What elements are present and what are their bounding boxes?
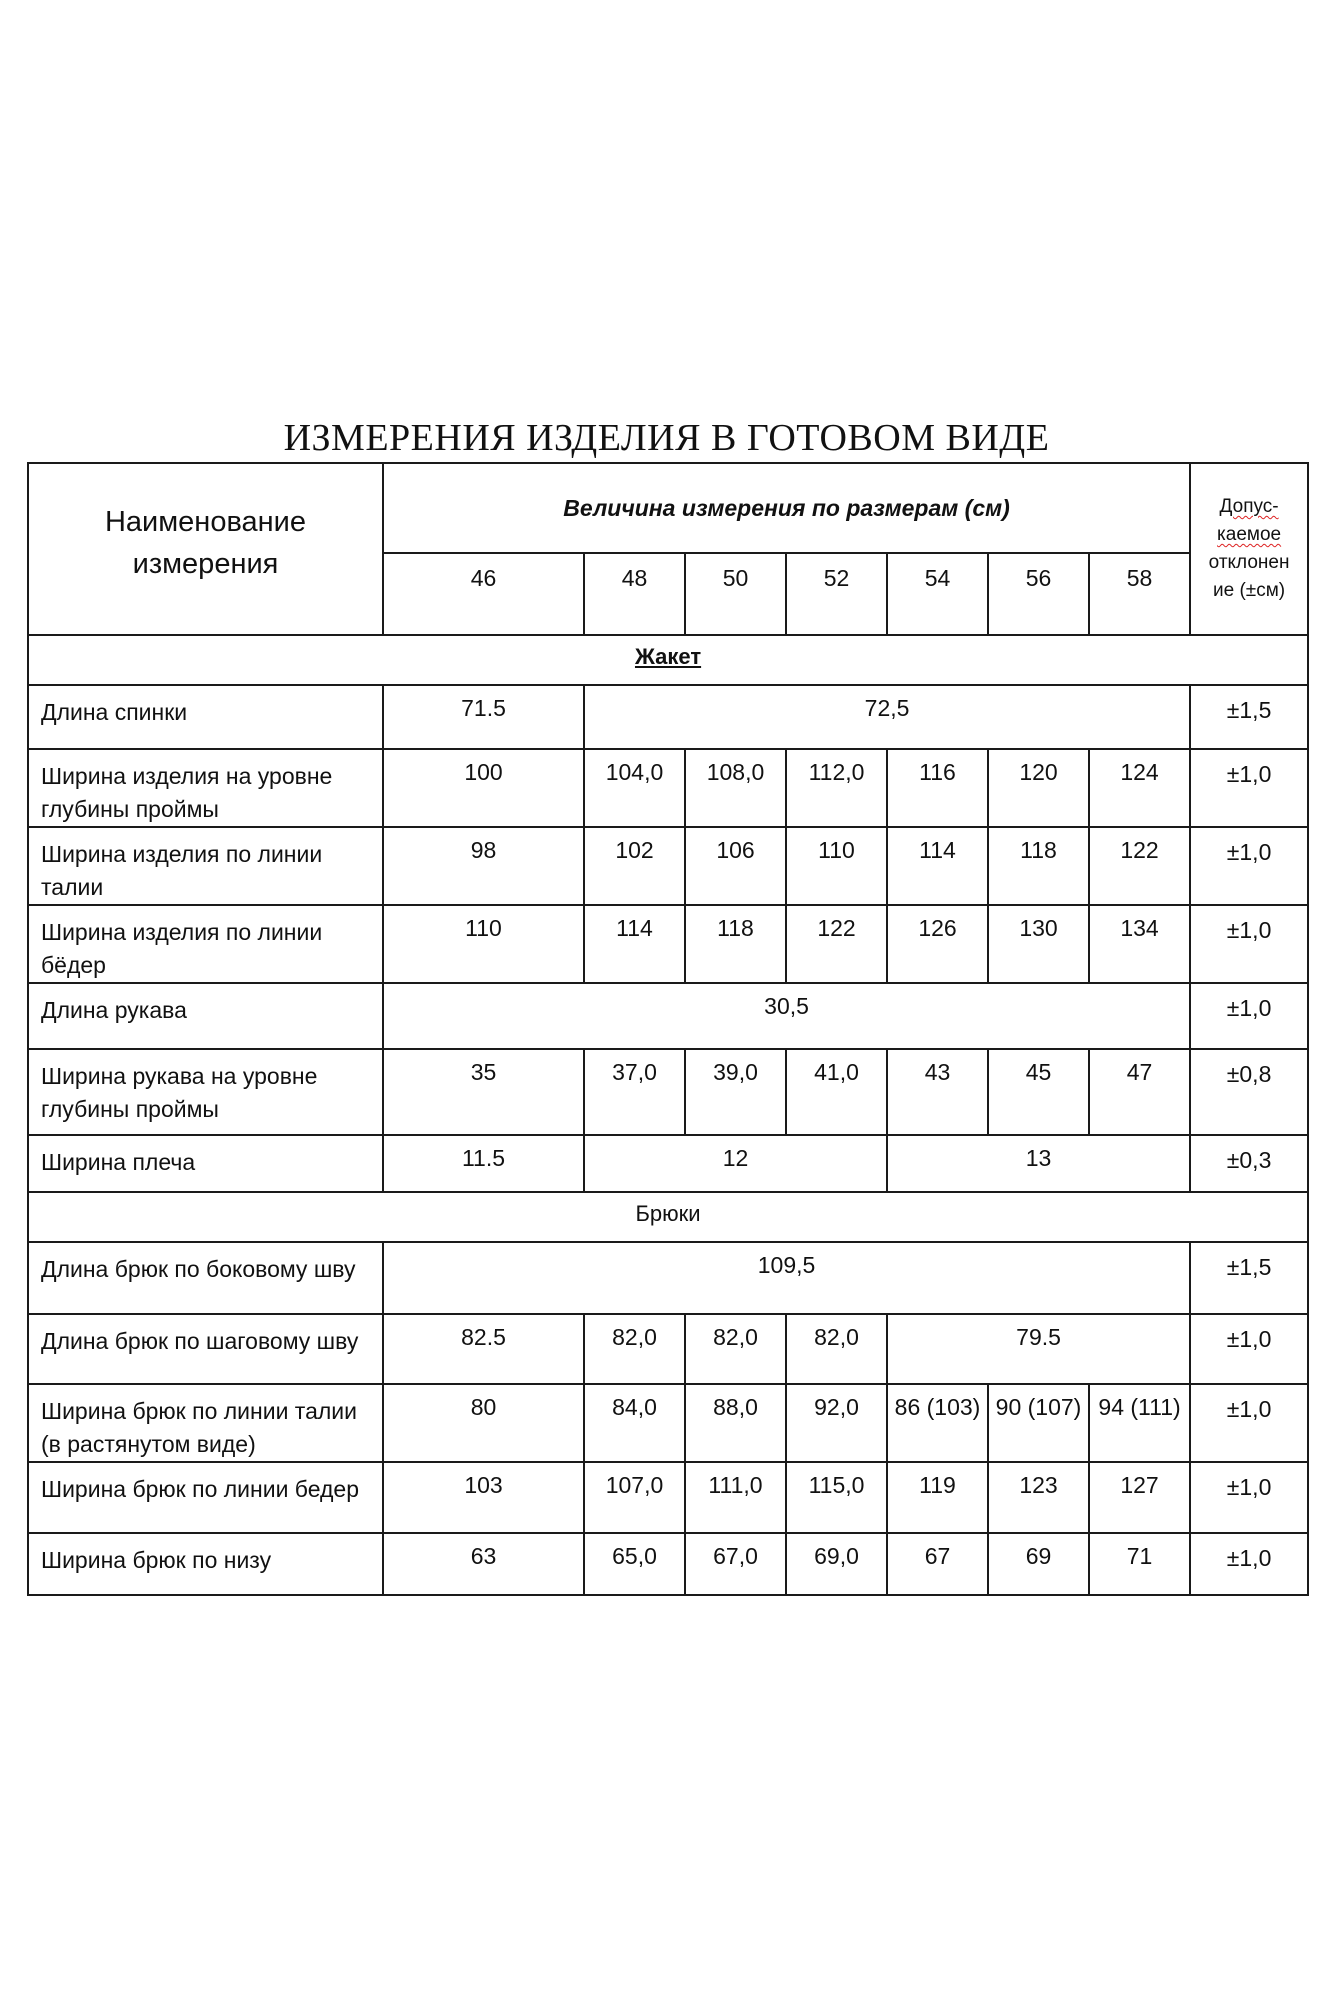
header-name-line1: Наименование [104, 506, 307, 538]
size-54: 54 [887, 553, 988, 635]
cell-tolerance: ±1,5 [1190, 685, 1308, 749]
cell-tolerance: ±0,3 [1190, 1135, 1308, 1192]
cell-value: 111,0 [685, 1462, 786, 1533]
size-46: 46 [383, 553, 584, 635]
cell-value: 100 [383, 749, 584, 827]
cell-value: 126 [887, 905, 988, 983]
cell-value: 47 [1089, 1049, 1190, 1135]
cell-value: 110 [383, 905, 584, 983]
cell-value: 108,0 [685, 749, 786, 827]
cell-value: 94 (111) [1089, 1384, 1190, 1462]
table-row [28, 1049, 1308, 1135]
cell-value: 63 [383, 1533, 584, 1595]
page-title: ИЗМЕРЕНИЯ ИЗДЕЛИЯ В ГОТОВОМ ВИДЕ [283, 417, 1050, 459]
cell-tolerance: ±1,5 [1190, 1242, 1308, 1314]
row-name: Ширина изделия по линии бёдер [28, 905, 383, 983]
header-tolerance-line3: отклонен [1208, 552, 1290, 573]
header-size-group: Величина измерения по размерам (см) [383, 463, 1190, 553]
cell-value: 134 [1089, 905, 1190, 983]
cell-value: 106 [685, 827, 786, 905]
cell-value: 127 [1089, 1462, 1190, 1533]
section-trousers: Брюки [28, 1192, 1308, 1242]
cell-value: 116 [887, 749, 988, 827]
row-name: Ширина брюк по линии талии (в растянутом виде) [28, 1384, 383, 1462]
table-row [28, 1384, 1308, 1462]
cell-tolerance: ±0,8 [1190, 1049, 1308, 1135]
cell-value: 123 [988, 1462, 1089, 1533]
row-name: Ширина брюк по линии бедер [28, 1462, 383, 1533]
header-tolerance-line4: ие (±см) [1213, 580, 1286, 601]
cell-value: 102 [584, 827, 685, 905]
cell-tolerance: ±1,0 [1190, 1533, 1308, 1595]
cell-value: 98 [383, 827, 584, 905]
cell-value: 124 [1089, 749, 1190, 827]
section-jacket: Жакет [28, 635, 1308, 685]
cell-value: 114 [887, 827, 988, 905]
row-name: Длина спинки [28, 685, 383, 749]
table-row [28, 1242, 1308, 1314]
cell-value: 30,5 [383, 983, 1190, 1049]
table-row [28, 1462, 1308, 1533]
size-52: 52 [786, 553, 887, 635]
row-name: Ширина изделия по линии талии [28, 827, 383, 905]
header-measurement-name [28, 463, 383, 635]
cell-value: 71 [1089, 1533, 1190, 1595]
cell-value: 11.5 [383, 1135, 584, 1192]
table-row [28, 1314, 1308, 1384]
row-name: Длина рукава [28, 983, 383, 1049]
size-58: 58 [1089, 553, 1190, 635]
cell-value: 90 (107) [988, 1384, 1089, 1462]
size-50: 50 [685, 553, 786, 635]
table-row [28, 905, 1308, 983]
cell-value: 88,0 [685, 1384, 786, 1462]
cell-value: 118 [988, 827, 1089, 905]
size-56: 56 [988, 553, 1089, 635]
cell-value: 109,5 [383, 1242, 1190, 1314]
header-tolerance [1190, 463, 1308, 635]
cell-value: 118 [685, 905, 786, 983]
size-48: 48 [584, 553, 685, 635]
row-name: Ширина изделия на уровне глубины проймы [28, 749, 383, 827]
cell-tolerance: ±1,0 [1190, 749, 1308, 827]
row-name: Ширина плеча [28, 1135, 383, 1192]
cell-value: 72,5 [584, 685, 1190, 749]
cell-value: 79.5 [887, 1314, 1190, 1384]
cell-value: 110 [786, 827, 887, 905]
cell-value: 41,0 [786, 1049, 887, 1135]
cell-value: 82,0 [685, 1314, 786, 1384]
cell-value: 107,0 [584, 1462, 685, 1533]
row-name: Длина брюк по боковому шву [28, 1242, 383, 1314]
cell-value: 43 [887, 1049, 988, 1135]
header-name-line2: измерения [132, 548, 279, 580]
cell-value: 115,0 [786, 1462, 887, 1533]
cell-value: 82,0 [584, 1314, 685, 1384]
table-row [28, 1533, 1308, 1595]
table-row [28, 827, 1308, 905]
cell-value: 80 [383, 1384, 584, 1462]
table-row [28, 749, 1308, 827]
cell-value: 13 [887, 1135, 1190, 1192]
cell-value: 122 [786, 905, 887, 983]
table-row [28, 685, 1308, 749]
cell-value: 69,0 [786, 1533, 887, 1595]
cell-tolerance: ±1,0 [1190, 1462, 1308, 1533]
cell-value: 12 [584, 1135, 887, 1192]
table-row [28, 1135, 1308, 1192]
cell-value: 69 [988, 1533, 1089, 1595]
cell-tolerance: ±1,0 [1190, 983, 1308, 1049]
cell-value: 67 [887, 1533, 988, 1595]
table-row [28, 983, 1308, 1049]
cell-value: 71.5 [383, 685, 584, 749]
row-name: Ширина брюк по низу [28, 1533, 383, 1595]
cell-value: 39,0 [685, 1049, 786, 1135]
header-tolerance-line2: каемое [1217, 524, 1282, 545]
row-name: Ширина рукава на уровне глубины проймы [28, 1049, 383, 1135]
cell-value: 37,0 [584, 1049, 685, 1135]
cell-value: 130 [988, 905, 1089, 983]
cell-value: 84,0 [584, 1384, 685, 1462]
cell-value: 82.5 [383, 1314, 584, 1384]
cell-value: 120 [988, 749, 1089, 827]
cell-value: 35 [383, 1049, 584, 1135]
cell-tolerance: ±1,0 [1190, 905, 1308, 983]
cell-value: 104,0 [584, 749, 685, 827]
cell-tolerance: ±1,0 [1190, 1384, 1308, 1462]
cell-value: 122 [1089, 827, 1190, 905]
cell-value: 67,0 [685, 1533, 786, 1595]
cell-value: 82,0 [786, 1314, 887, 1384]
row-name: Длина брюк по шаговому шву [28, 1314, 383, 1384]
cell-tolerance: ±1,0 [1190, 827, 1308, 905]
cell-value: 103 [383, 1462, 584, 1533]
cell-value: 112,0 [786, 749, 887, 827]
cell-tolerance: ±1,0 [1190, 1314, 1308, 1384]
cell-value: 114 [584, 905, 685, 983]
cell-value: 92,0 [786, 1384, 887, 1462]
cell-value: 65,0 [584, 1533, 685, 1595]
measurements-table [27, 462, 1309, 1596]
cell-value: 86 (103) [887, 1384, 988, 1462]
header-tolerance-line1: Допус- [1219, 496, 1279, 517]
cell-value: 119 [887, 1462, 988, 1533]
cell-value: 45 [988, 1049, 1089, 1135]
